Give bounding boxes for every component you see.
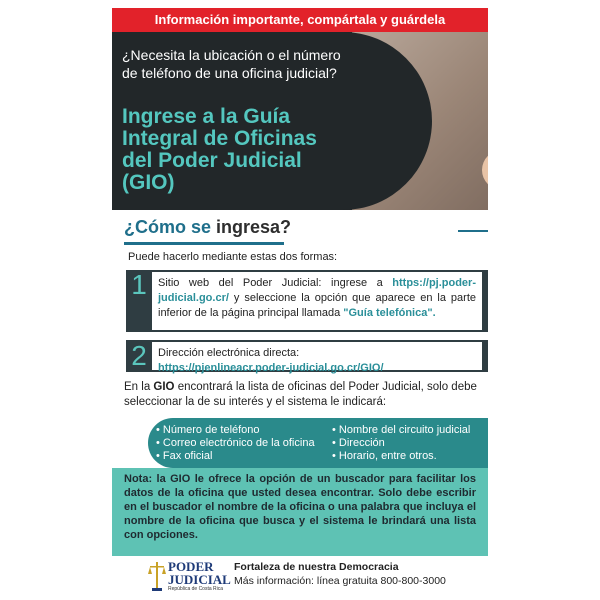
option-2-label: Dirección electrónica directa: [158,347,300,359]
list-item: • Nombre del circuito judicial [332,424,470,437]
option-1-text-after: y seleccione la opción que aparece en la parte inferior de la página principal llamada [158,292,476,319]
gio-intro-before: En la [124,381,154,393]
hero-section [112,32,488,210]
option-1 [126,270,488,332]
howto-intro: Puede hacerlo mediante estas dos formas: [128,251,338,263]
logo-subtitle: República de Costa Rica [168,586,224,592]
note-text: Nota: la GIO le ofrece la opción de un buscador para facilitar los datos de la oficina que usted desea encontrar. Solo debe escribir en el buscador el nombre de la oficina o una palabra que incluya el nombre de la oficina que busca y el sistema le brindará una lista con opciones. [124,473,476,541]
note-box [112,468,488,556]
list-item: • Dirección [332,437,470,450]
guia-telefonica-label: "Guía telefónica". [343,307,436,319]
gio-intro [124,380,486,410]
info-list-left [156,424,315,463]
list-item: • Horario, entre otros. [332,450,470,463]
logo-title [168,560,231,586]
gio-direct-link[interactable]: https://pjenlineacr.poder-judicial.go.cr/GIO/ [158,362,384,374]
heading-rule [458,230,488,232]
hero-dark-panel [112,32,432,210]
list-item: • Número de teléfono [156,424,315,437]
option-2-text [152,342,482,374]
option-1-text-before: Sitio web del Poder Judicial: ingrese a [158,277,393,289]
poder-judicial-logo [148,560,232,592]
heading-underline [124,242,284,245]
list-item: • Fax oficial [156,450,315,463]
howto-heading-accent: ingresa? [216,217,292,237]
footer [112,556,488,596]
hand-icon [482,150,488,190]
info-list-right [332,424,470,463]
scales-icon [148,560,166,592]
hero-question: ¿Necesita la ubicación o el número de teléfono de una oficina judicial? [122,47,341,81]
info-banner: Información importante, compártala y guárdela [112,8,488,32]
pj-site-link[interactable]: https://pj.poder-judicial.go.cr/ [158,277,476,304]
logo-title-2: JUDICIAL [168,572,231,587]
info-list [148,418,488,468]
logo-title-1: PODER [168,559,214,574]
option-1-text [152,272,482,330]
howto-heading [124,217,291,238]
hero-title: Ingrese a la Guía Integral de Oficinas del Poder Judicial (GIO) [122,105,317,194]
option-2 [126,340,488,372]
list-item: • Correo electrónico de la oficina [156,437,315,450]
gio-intro-bold: GIO [153,381,175,393]
footer-contact: Más información: línea gratuita 800-800-3000 [234,575,446,587]
gio-intro-after: encontrará la lista de oficinas del Poder Judicial, solo debe seleccionar la de su interés y el sistema le indicará: [124,381,477,408]
footer-text [234,560,446,588]
option-number: 2 [131,340,147,371]
option-number: 1 [131,269,147,300]
howto-heading-prefix: ¿Cómo se [124,217,217,237]
footer-slogan: Fortaleza de nuestra Democracia [234,561,399,573]
